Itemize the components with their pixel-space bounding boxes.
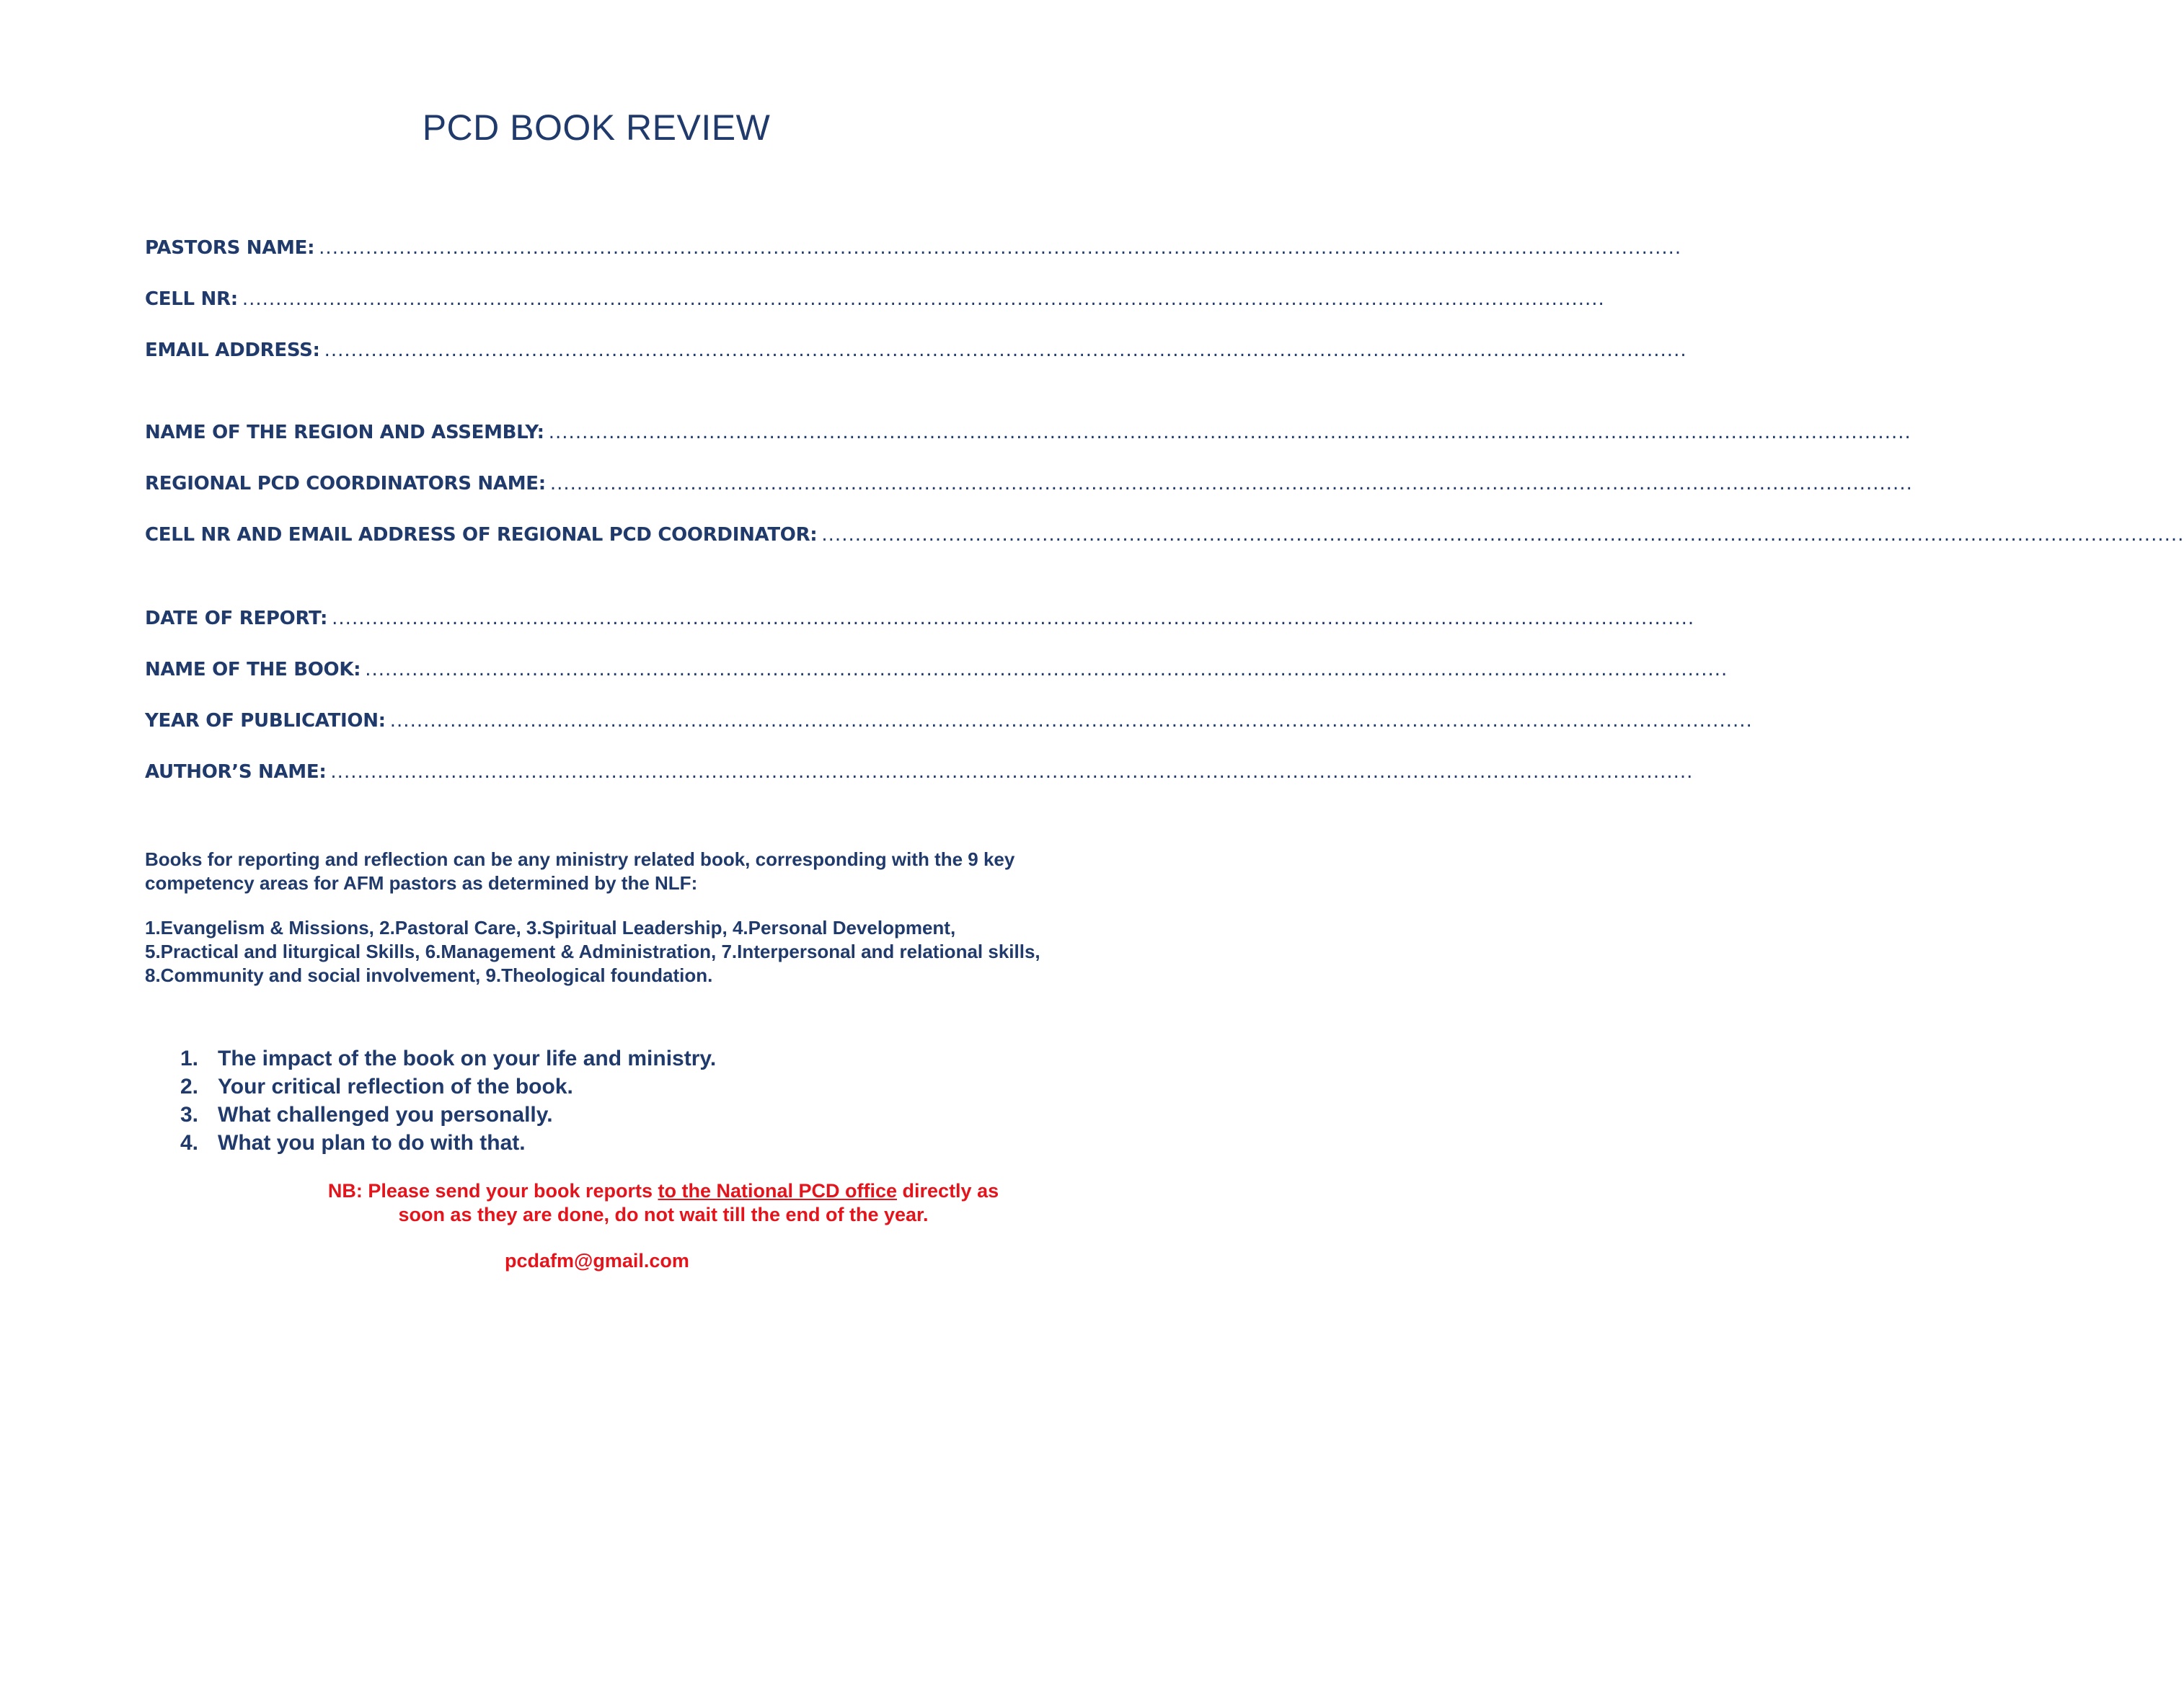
dotted-leader: ............................................................................................................................................................................................................ xyxy=(330,761,1694,783)
notice-text xyxy=(303,1179,1024,1227)
dotted-leader: ............................................................................................................................................................................................................ xyxy=(821,524,2184,546)
date-of-report-label: DATE OF REPORT: xyxy=(145,608,328,629)
cell-nr-label: CELL NR: xyxy=(145,288,238,310)
list-number: 4. xyxy=(180,1131,199,1155)
coordinator-name-label: REGIONAL PCD COORDINATORS NAME: xyxy=(145,473,546,494)
dotted-leader: ............................................................................................................................................................................................................ xyxy=(548,422,1911,443)
review-questions-list xyxy=(180,1044,716,1157)
authors-name-field[interactable] xyxy=(145,761,1694,790)
region-assembly-field[interactable] xyxy=(145,422,1911,451)
list-text: What challenged you personally. xyxy=(218,1103,553,1127)
book-name-label: NAME OF THE BOOK: xyxy=(145,659,361,680)
list-number: 3. xyxy=(180,1103,199,1127)
list-item xyxy=(180,1044,716,1073)
email-address-field[interactable] xyxy=(145,340,1687,368)
authors-name-label: AUTHOR’S NAME: xyxy=(145,761,327,783)
coordinator-name-field[interactable] xyxy=(145,473,1913,502)
contact-email-link[interactable]: pcdafm@gmail.com xyxy=(505,1250,689,1272)
notice-suffix: directly as soon as they are done, do not wait till the end of the year. xyxy=(398,1180,999,1225)
list-text: What you plan to do with that. xyxy=(218,1131,526,1155)
intro-paragraph: Books for reporting and reflection can be any ministry related book, corresponding with the 9 key competency areas for AFM pastors as determined by the NLF: xyxy=(145,848,1015,894)
notice-underlined: to the National PCD office xyxy=(658,1180,898,1202)
cell-nr-field[interactable] xyxy=(145,288,1605,317)
dotted-leader: ............................................................................................................................................................................................................ xyxy=(365,659,1728,680)
pastors-name-label: PASTORS NAME: xyxy=(145,237,315,259)
notice-prefix: NB: Please send your book reports xyxy=(327,1180,658,1202)
dotted-leader: ............................................................................................................................................................................................................ xyxy=(319,237,1682,259)
coordinator-contact-label: CELL NR AND EMAIL ADDRESS OF REGIONAL PCD COORDINATOR: xyxy=(145,524,818,546)
dotted-leader: ............................................................................................................................................................................................................ xyxy=(324,340,1687,361)
list-number: 2. xyxy=(180,1075,199,1099)
dotted-leader: ............................................................................................................................................................................................................ xyxy=(389,710,1753,732)
page-title: PCD BOOK REVIEW xyxy=(422,107,771,148)
list-number: 1. xyxy=(180,1047,199,1070)
year-of-publication-label: YEAR OF PUBLICATION: xyxy=(145,710,386,732)
email-address-label: EMAIL ADDRESS: xyxy=(145,340,320,361)
dotted-leader: ............................................................................................................................................................................................................ xyxy=(242,288,1605,310)
list-item xyxy=(180,1101,716,1129)
pastors-name-field[interactable] xyxy=(145,237,1682,266)
list-text: Your critical reflection of the book. xyxy=(218,1075,573,1099)
list-item xyxy=(180,1073,716,1101)
dotted-leader: ............................................................................................................................................................................................................ xyxy=(332,608,1695,629)
book-name-field[interactable] xyxy=(145,659,1728,688)
date-of-report-field[interactable] xyxy=(145,608,1695,636)
dotted-leader: ............................................................................................................................................................................................................ xyxy=(549,473,1913,494)
region-assembly-label: NAME OF THE REGION AND ASSEMBLY: xyxy=(145,422,544,443)
year-of-publication-field[interactable] xyxy=(145,710,1753,739)
list-item xyxy=(180,1129,716,1157)
competency-areas-paragraph: 1.Evangelism & Missions, 2.Pastoral Care, 3.Spiritual Leadership, 4.Personal Development, 5.Practical and liturgical Skills, 6.Management & Administration, 7.Interpersonal and relational skills, 8.Community and social involvement, 9.Theological foundation. xyxy=(145,917,1040,986)
coordinator-contact-field[interactable] xyxy=(145,524,2184,553)
list-text: The impact of the book on your life and ministry. xyxy=(218,1047,717,1070)
